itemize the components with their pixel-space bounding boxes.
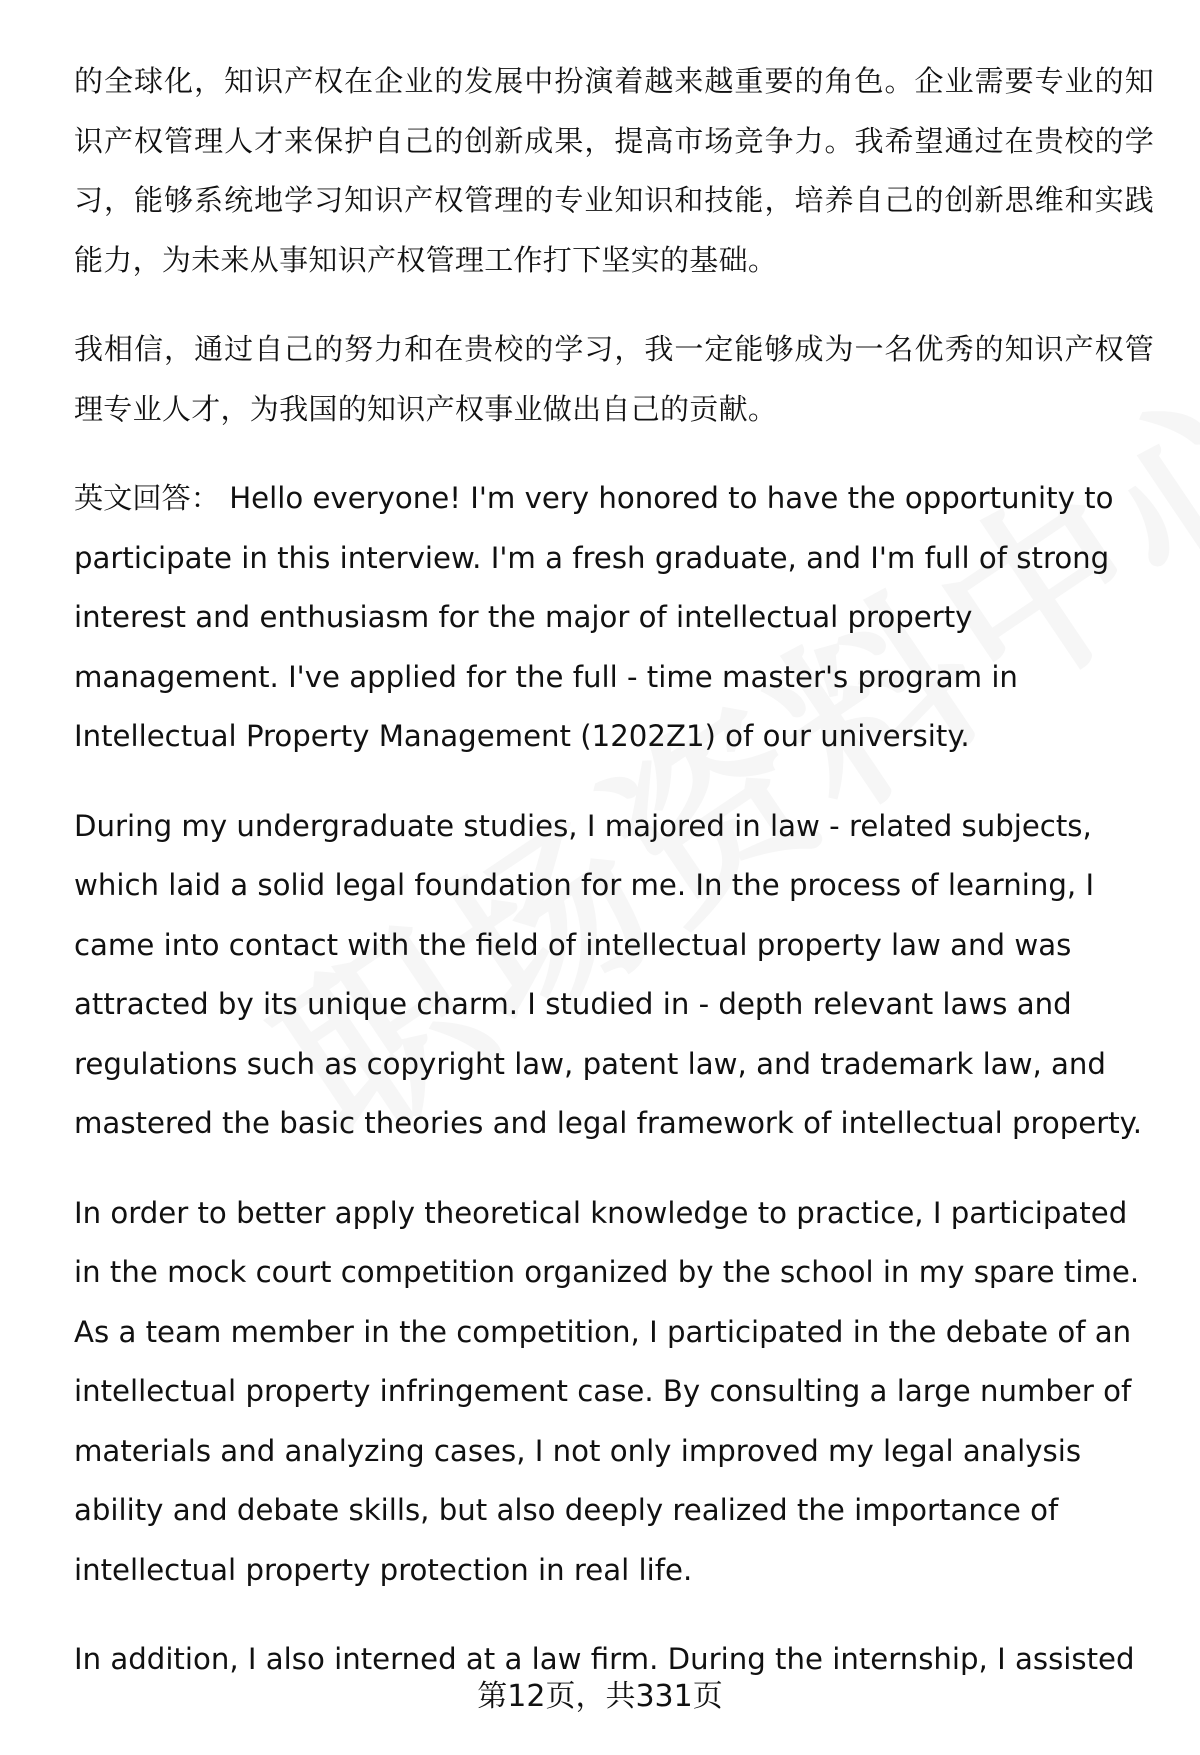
paragraph-1: 的全球化，知识产权在企业的发展中扮演着越来越重要的角色。企业需要专业的知识产权管理人才来保护自己的创新成果，提高市场竞争力。我希望通过在贵校的学习，能够系统地学习知识产权管理的专业知识和技能，培养自己的创新思维和实践能力，为未来从事知识产权管理工作打下坚实的基础。 [74,64,1154,277]
paragraph-5: In order to better apply theoretical knowledge to practice, I participated in the mock court competition organized by the school in my spare time. As a team member in the competition, I participated in the debate of an intellectual property infringement case. By consulting a large number of materials and analyzing cases, I not only improved my legal analysis ability and debate skills, but also deeply realized the importance of intellectual property protection in real life. [74,1195,1140,1587]
page-number-footer: 第12页，共331页 [477,1679,723,1714]
paragraph-4: During my undergraduate studies, I majored in law - related subjects, which laid a solid legal foundation for me. In the process of learning, I came into contact with the field of intellectual property law and was attracted by its unique charm. I studied in - depth relevant laws and regulations such as copyright law, patent law, and trademark law, and mastered the basic theories and legal framework of intellectual property. [74,808,1143,1140]
document-body [74,52,1154,1690]
paragraph-6: In addition, I also interned at a law firm. During the internship, I assisted [74,1642,1135,1676]
paragraph-3: 英文回答： Hello everyone! I'm very honored to have the opportunity to participate in this interview. I'm a fresh graduate, and I'm full of strong interest and enthusiasm for the major of intellectual property management. I've applied for the full - time master's program in Intellectual Property Management (1202Z1) of our university. [74,481,1114,753]
paragraph-2: 我相信，通过自己的努力和在贵校的学习，我一定能够成为一名优秀的知识产权管理专业人才，为我国的知识产权事业做出自己的贡献。 [74,332,1154,426]
